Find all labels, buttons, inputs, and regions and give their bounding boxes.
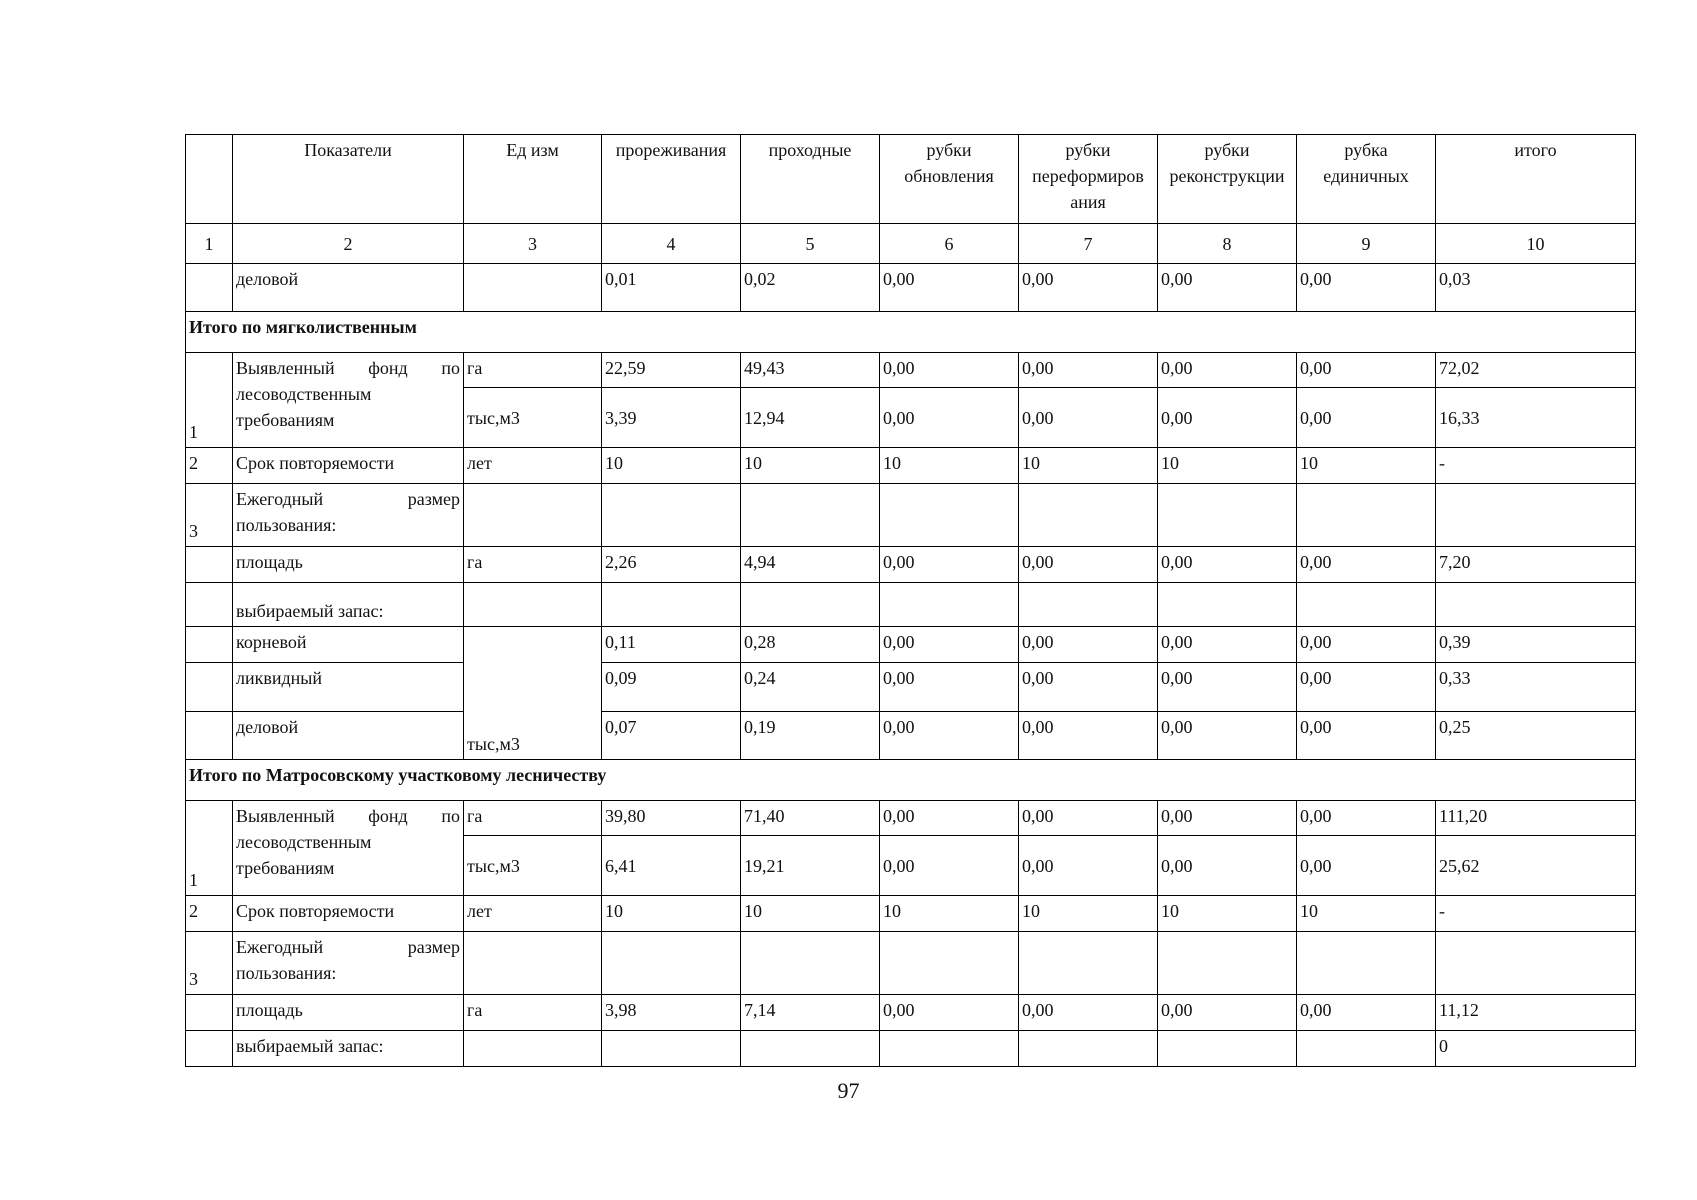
unit-cell	[464, 1031, 602, 1067]
value-cell: 0,00	[1019, 995, 1158, 1031]
value-cell: 0,00	[1019, 836, 1158, 896]
value-cell	[880, 583, 1019, 627]
value-cell: 0,00	[880, 264, 1019, 312]
section-heading-row	[186, 312, 1636, 353]
total-cell: 11,12	[1436, 995, 1636, 1031]
indicator-cell: выбираемый запас:	[233, 1031, 464, 1067]
value-cell: 0,00	[1297, 995, 1436, 1031]
value-cell	[1158, 583, 1297, 627]
value-cell: 0,00	[880, 547, 1019, 583]
indicator-cell: Ежегодный размер пользования:	[233, 932, 464, 995]
value-cell: 10	[880, 448, 1019, 484]
indicator-cell: площадь	[233, 547, 464, 583]
row-number-cell	[186, 627, 233, 663]
column-number-row	[186, 224, 1636, 264]
unit-cell	[464, 484, 602, 547]
value-cell: 10	[1297, 448, 1436, 484]
header-cell: рубки переформиров ания	[1019, 135, 1158, 224]
table-row	[186, 932, 1636, 995]
column-number: 1	[186, 224, 233, 264]
value-cell: 0,00	[1158, 353, 1297, 388]
header-cell: проходные	[741, 135, 880, 224]
value-cell	[602, 583, 741, 627]
section-title: Итого по Матросовскому участковому лесничеству	[186, 760, 1636, 801]
value-cell	[741, 932, 880, 995]
indicator-cell: Срок повторяемости	[233, 448, 464, 484]
indicator-cell: деловой	[233, 264, 464, 312]
value-cell: 0,00	[1158, 388, 1297, 448]
unit-cell: лет	[464, 896, 602, 932]
value-cell: 0,00	[1019, 663, 1158, 712]
total-cell: 0,25	[1436, 712, 1636, 760]
value-cell: 10	[602, 896, 741, 932]
indicator-cell: площадь	[233, 995, 464, 1031]
value-cell: 3,98	[602, 995, 741, 1031]
total-cell: -	[1436, 896, 1636, 932]
indicator-cell: ликвидный	[233, 663, 464, 712]
row-number-cell	[186, 712, 233, 760]
total-cell: 72,02	[1436, 353, 1636, 388]
value-cell	[880, 1031, 1019, 1067]
value-cell: 22,59	[602, 353, 741, 388]
value-cell: 0,00	[1158, 995, 1297, 1031]
section-title: Итого по мягколиственным	[186, 312, 1636, 353]
value-cell: 0,00	[880, 836, 1019, 896]
value-cell: 0,00	[1019, 388, 1158, 448]
value-cell: 0,02	[741, 264, 880, 312]
total-cell: -	[1436, 448, 1636, 484]
table-row	[186, 264, 1636, 312]
value-cell: 0,11	[602, 627, 741, 663]
total-cell: 0,39	[1436, 627, 1636, 663]
total-cell: 25,62	[1436, 836, 1636, 896]
table-row	[186, 995, 1636, 1031]
forest-use-table	[185, 134, 1636, 1067]
total-cell: 111,20	[1436, 801, 1636, 836]
value-cell: 7,14	[741, 995, 880, 1031]
value-cell: 0,07	[602, 712, 741, 760]
value-cell: 0,00	[1158, 712, 1297, 760]
value-cell: 49,43	[741, 353, 880, 388]
value-cell	[1297, 484, 1436, 547]
total-cell: 0,33	[1436, 663, 1636, 712]
value-cell	[1158, 932, 1297, 995]
value-cell: 4,94	[741, 547, 880, 583]
row-number-cell	[186, 583, 233, 627]
row-number-cell: 3	[186, 932, 233, 995]
value-cell: 0,00	[1297, 801, 1436, 836]
value-cell: 0,00	[1019, 712, 1158, 760]
value-cell: 2,26	[602, 547, 741, 583]
value-cell	[602, 1031, 741, 1067]
value-cell	[1019, 583, 1158, 627]
value-cell	[1297, 583, 1436, 627]
header-cell	[186, 135, 233, 224]
header-cell: прореживания	[602, 135, 741, 224]
value-cell: 10	[1297, 896, 1436, 932]
value-cell: 0,19	[741, 712, 880, 760]
value-cell	[1158, 1031, 1297, 1067]
indicator-cell: корневой	[233, 627, 464, 663]
column-number: 3	[464, 224, 602, 264]
indicator-cell: Выявленный фонд по лесоводственным требованиям	[233, 801, 464, 896]
table-row	[186, 448, 1636, 484]
total-cell: 0	[1436, 1031, 1636, 1067]
value-cell: 12,94	[741, 388, 880, 448]
total-cell	[1436, 932, 1636, 995]
value-cell	[1019, 484, 1158, 547]
value-cell: 0,00	[1019, 353, 1158, 388]
value-cell: 10	[1019, 896, 1158, 932]
value-cell	[1158, 484, 1297, 547]
value-cell: 0,00	[1297, 353, 1436, 388]
row-number-cell	[186, 264, 233, 312]
value-cell	[741, 583, 880, 627]
value-cell: 0,00	[880, 995, 1019, 1031]
unit-cell: га	[464, 995, 602, 1031]
value-cell: 0,24	[741, 663, 880, 712]
unit-cell: га	[464, 353, 602, 388]
header-row	[186, 135, 1636, 224]
column-number: 10	[1436, 224, 1636, 264]
column-number: 9	[1297, 224, 1436, 264]
row-number-cell: 3	[186, 484, 233, 547]
value-cell: 71,40	[741, 801, 880, 836]
row-number-cell: 1	[186, 353, 233, 448]
value-cell	[1019, 932, 1158, 995]
value-cell	[1297, 1031, 1436, 1067]
value-cell: 0,00	[1019, 264, 1158, 312]
unit-cell: тыс,м3	[464, 836, 602, 896]
value-cell: 0,01	[602, 264, 741, 312]
row-number-cell: 1	[186, 801, 233, 896]
row-number-cell: 2	[186, 896, 233, 932]
value-cell: 0,00	[1297, 388, 1436, 448]
table-row	[186, 627, 1636, 663]
header-cell: рубка единичных	[1297, 135, 1436, 224]
table-row	[186, 583, 1636, 627]
value-cell: 0,00	[1158, 627, 1297, 663]
value-cell: 10	[602, 448, 741, 484]
value-cell: 10	[880, 896, 1019, 932]
unit-cell: лет	[464, 448, 602, 484]
value-cell: 0,00	[880, 712, 1019, 760]
value-cell: 0,00	[1297, 627, 1436, 663]
total-cell	[1436, 583, 1636, 627]
unit-cell: га	[464, 801, 602, 836]
value-cell: 10	[741, 896, 880, 932]
value-cell: 0,00	[1297, 264, 1436, 312]
value-cell: 10	[1019, 448, 1158, 484]
value-cell: 19,21	[741, 836, 880, 896]
value-cell: 0,00	[1019, 547, 1158, 583]
value-cell	[602, 484, 741, 547]
value-cell: 10	[1158, 896, 1297, 932]
value-cell: 0,00	[1158, 836, 1297, 896]
indicator-cell: выбираемый запас:	[233, 583, 464, 627]
row-number-cell	[186, 995, 233, 1031]
column-number: 6	[880, 224, 1019, 264]
value-cell	[1297, 932, 1436, 995]
indicator-cell: Срок повторяемости	[233, 896, 464, 932]
section-heading-row	[186, 760, 1636, 801]
value-cell	[602, 932, 741, 995]
unit-cell	[464, 264, 602, 312]
total-cell: 16,33	[1436, 388, 1636, 448]
table-row	[186, 353, 1636, 388]
unit-cell: тыс,м3	[464, 627, 602, 760]
value-cell: 0,28	[741, 627, 880, 663]
header-cell: Показатели	[233, 135, 464, 224]
value-cell: 0,00	[1297, 547, 1436, 583]
value-cell: 0,00	[1297, 836, 1436, 896]
column-number: 7	[1019, 224, 1158, 264]
value-cell: 0,00	[1019, 627, 1158, 663]
header-cell: Ед изм	[464, 135, 602, 224]
total-cell: 7,20	[1436, 547, 1636, 583]
value-cell: 0,00	[880, 801, 1019, 836]
table-row	[186, 484, 1636, 547]
table-row	[186, 712, 1636, 760]
unit-cell	[464, 583, 602, 627]
total-cell: 0,03	[1436, 264, 1636, 312]
value-cell	[880, 932, 1019, 995]
value-cell: 10	[1158, 448, 1297, 484]
total-cell	[1436, 484, 1636, 547]
value-cell: 3,39	[602, 388, 741, 448]
unit-cell	[464, 932, 602, 995]
value-cell: 0,00	[1158, 801, 1297, 836]
column-number: 5	[741, 224, 880, 264]
value-cell	[741, 1031, 880, 1067]
table-row	[186, 1031, 1636, 1067]
value-cell: 0,00	[1158, 547, 1297, 583]
value-cell: 0,00	[880, 388, 1019, 448]
table-row	[186, 663, 1636, 712]
value-cell	[741, 484, 880, 547]
value-cell: 6,41	[602, 836, 741, 896]
table-row	[186, 801, 1636, 836]
value-cell: 0,00	[1297, 663, 1436, 712]
column-number: 2	[233, 224, 464, 264]
unit-cell: тыс,м3	[464, 388, 602, 448]
table-row	[186, 547, 1636, 583]
table-row	[186, 896, 1636, 932]
row-number-cell	[186, 663, 233, 712]
indicator-cell: Выявленный фонд по лесоводственным требованиям	[233, 353, 464, 448]
indicator-cell: Ежегодный размер пользования:	[233, 484, 464, 547]
value-cell: 10	[741, 448, 880, 484]
indicator-cell: деловой	[233, 712, 464, 760]
page-number: 97	[837, 1078, 860, 1103]
column-number: 4	[602, 224, 741, 264]
value-cell: 0,00	[1019, 801, 1158, 836]
value-cell: 0,00	[880, 627, 1019, 663]
value-cell	[880, 484, 1019, 547]
row-number-cell	[186, 1031, 233, 1067]
value-cell: 0,00	[1158, 264, 1297, 312]
row-number-cell: 2	[186, 448, 233, 484]
value-cell: 0,09	[602, 663, 741, 712]
value-cell: 0,00	[880, 353, 1019, 388]
header-cell: итого	[1436, 135, 1636, 224]
unit-cell: га	[464, 547, 602, 583]
value-cell: 39,80	[602, 801, 741, 836]
value-cell: 0,00	[880, 663, 1019, 712]
value-cell: 0,00	[1158, 663, 1297, 712]
row-number-cell	[186, 547, 233, 583]
header-cell: рубки обновления	[880, 135, 1019, 224]
column-number: 8	[1158, 224, 1297, 264]
value-cell	[1019, 1031, 1158, 1067]
header-cell: рубки реконструкции	[1158, 135, 1297, 224]
value-cell: 0,00	[1297, 712, 1436, 760]
